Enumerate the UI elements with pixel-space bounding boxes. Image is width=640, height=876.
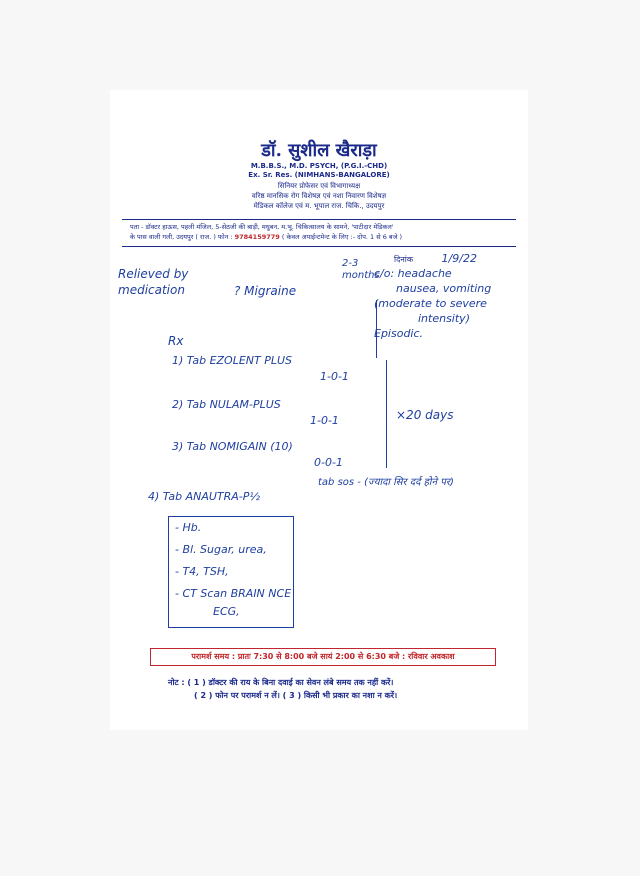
medicine-3: 3) Tab NOMIGAIN (10) <box>172 440 293 453</box>
test-5: ECG, <box>213 605 240 618</box>
medicine-1: 1) Tab EZOLENT PLUS <box>172 354 293 367</box>
date-row <box>394 252 477 265</box>
date-value: 1/9/22 <box>441 252 477 265</box>
address-line-1: पता - डॉक्टर हाऊस, पहली मंजिल, 5-सेठजी की बाड़ी, मधुबन, म.भू. चिकित्सालय के सामने, 'पाटीदार मेडिकल' <box>130 223 394 231</box>
complaint-line-2: nausea, vomiting <box>396 282 492 295</box>
handwritten-note-left: Relieved by medication <box>118 267 189 297</box>
medicine-2: 2) Tab NULAM-PLUS <box>172 398 281 411</box>
medicine-4-note: tab sos - (ज्यादा सिर दर्द होने पर) <box>318 477 454 488</box>
complaint-line-4: intensity) <box>418 312 470 325</box>
designation-line-1: सिनियर प्रोफेसर एवं विभागाध्यक्ष <box>277 182 361 190</box>
address-line-2 <box>130 232 522 242</box>
designations <box>110 181 528 211</box>
address-line-2-start: के पास वाली गली, उदयपुर ( राज. ) फोन : <box>130 233 233 241</box>
qualification-line-2: Ex. Sr. Res. (NIMHANS-BANGALORE) <box>248 171 390 179</box>
phone-number: 9784159779 <box>234 233 280 241</box>
medicine-3-dose: 0-0-1 <box>314 456 343 469</box>
complaint-line-5: Episodic. <box>374 327 424 340</box>
footer-note-2: ( 2 ) फोन पर परामर्श न लें। ( 3 ) किसी भी प्रकार का नशा न करें। <box>194 691 398 700</box>
test-2: - Bl. Sugar, urea, <box>175 543 267 556</box>
complaint-line-1: c/o: headache <box>374 267 452 280</box>
handwritten-complaints <box>374 266 491 341</box>
investigations-box <box>168 516 294 628</box>
header-divider <box>122 219 516 220</box>
designation-line-3: मेडिकल कॉलेज एवं म. भूपाल राज. चिकि., उदयपुर <box>253 202 385 210</box>
rx-symbol: Rx <box>168 334 184 348</box>
consultation-hours: परामर्श समय : प्रातः 7:30 से 8:00 बजे सायं 2:00 से 6:30 बजे : रविवार अवकाश <box>150 648 496 666</box>
complaint-bracket <box>372 300 377 358</box>
clinic-address <box>130 222 522 242</box>
medicines-bracket <box>376 360 387 468</box>
medicines-duration: ×20 days <box>396 408 454 422</box>
date-label: दिनांक <box>394 255 413 264</box>
handwritten-diagnosis: ? Migraine <box>234 284 297 298</box>
medicine-1-dose: 1-0-1 <box>320 370 349 383</box>
test-1: - Hb. <box>175 521 202 534</box>
handwritten-duration: 2-3 months <box>342 258 380 281</box>
address-line-2-end: ( केवल अपाईन्टमेन्ट के लिए :- दोप. 1 से 6 बजे ) <box>281 233 403 241</box>
address-divider <box>122 246 516 247</box>
footer-notes <box>168 676 397 702</box>
doctor-name: डॉ. सुशील खैराड़ा <box>261 140 377 161</box>
designation-line-2: वरिष्ठ मानसिक रोग विशेषज्ञ एवं नशा निवारण विशेषज्ञ <box>251 192 387 200</box>
footer-note-1: नोट : ( 1 ) डॉक्टर की राय के बिना दवाई का सेवन लंबे समय तक नहीं करें। <box>168 678 394 687</box>
complaint-line-3: (moderate to severe <box>374 297 487 310</box>
prescription-sheet <box>110 90 528 730</box>
test-4: - CT Scan BRAIN NCE <box>175 587 292 600</box>
medicine-2-dose: 1-0-1 <box>310 414 339 427</box>
test-3: - T4, TSH, <box>175 565 229 578</box>
qualifications <box>110 162 528 180</box>
qualification-line-1: M.B.B.S., M.D. PSYCH, (P.G.I.-CHD) <box>250 162 388 170</box>
medicine-4: 4) Tab ANAUTRA-P½ <box>148 490 261 503</box>
